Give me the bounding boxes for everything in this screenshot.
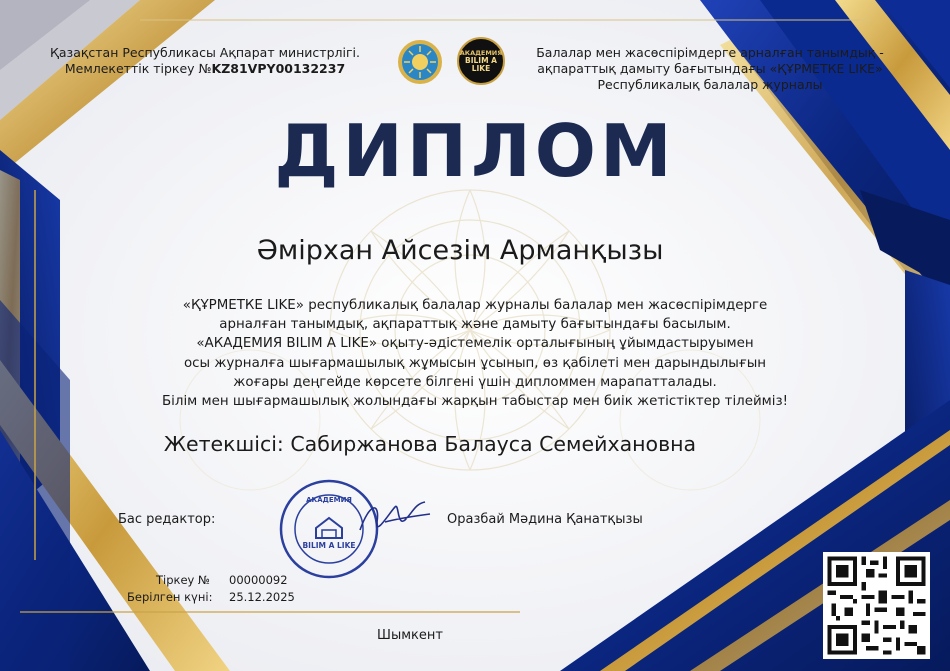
stamp-sub-label: BILIM A LIKE [302, 541, 356, 550]
award-text-line: арналған танымдық, ақпараттық және дамыту бағытындағы басылым. [219, 317, 731, 333]
recipient-name: Әмірхан Айсезім Арманқызы [256, 235, 664, 266]
city: Шымкент [377, 628, 443, 643]
award-text-line: «ҚҰРМЕТКЕ LIKE» республикалық балалар журналы балалар мен жасөспірімдерге [182, 298, 768, 313]
stamp-label: АКАДЕМИЯ [306, 496, 352, 504]
qr-code-icon[interactable] [823, 552, 930, 659]
reg-label: Тіркеу № [156, 573, 210, 587]
editor-label: Бас редактор: [118, 512, 216, 527]
header-left [20, 45, 390, 77]
award-text-line: жоғары деңгейде көрсете білгені үшін дипломмен марапатталады. [233, 374, 717, 390]
diploma-title: ДИПЛОМ [274, 109, 676, 193]
academy-logo: АКАДЕМИЯ BILIM A LIKE [457, 37, 505, 85]
registration-line: Мемлекеттік тіркеу №KZ81VPY00132237 [64, 61, 346, 76]
award-text-line: осы журналға шығармашылық жұмысын ұсынып, өз қабілеті мен дарындылығын [183, 355, 767, 371]
state-emblem-icon [398, 40, 442, 84]
registration-number: KZ81VPY00132237 [211, 61, 346, 76]
award-text-line: Білім мен шығармашылық жолындағы жарқын табыстар мен биік жетістіктер тілейміз! [162, 394, 788, 410]
editor-name: Оразбай Мәдина Қанатқызы [447, 512, 643, 527]
signature-icon [355, 492, 435, 542]
reg-value: 00000092 [229, 573, 288, 587]
award-text [40, 296, 910, 411]
issued-label: Берілген күні: [127, 590, 213, 604]
ministry-line: Қазақстан Республикасы Ақпарат министрлігі. [50, 45, 360, 60]
issued-value: 25.12.2025 [229, 590, 295, 604]
supervisor-line: Жетекшісі: Сабиржанова Балауса Семейхановна [163, 432, 697, 456]
award-text-line: «АКАДЕМИЯ BILIM A LIKE» оқыту-әдістемелік орталығының ұйымдастыруымен [196, 336, 754, 352]
header-right: Балалар мен жасөспірімдерге арналған танымдық - ақпараттық дамыту бағытындағы «ҚҰРМЕТКЕ LIKE» Республикалық балалар журналы [536, 45, 884, 92]
